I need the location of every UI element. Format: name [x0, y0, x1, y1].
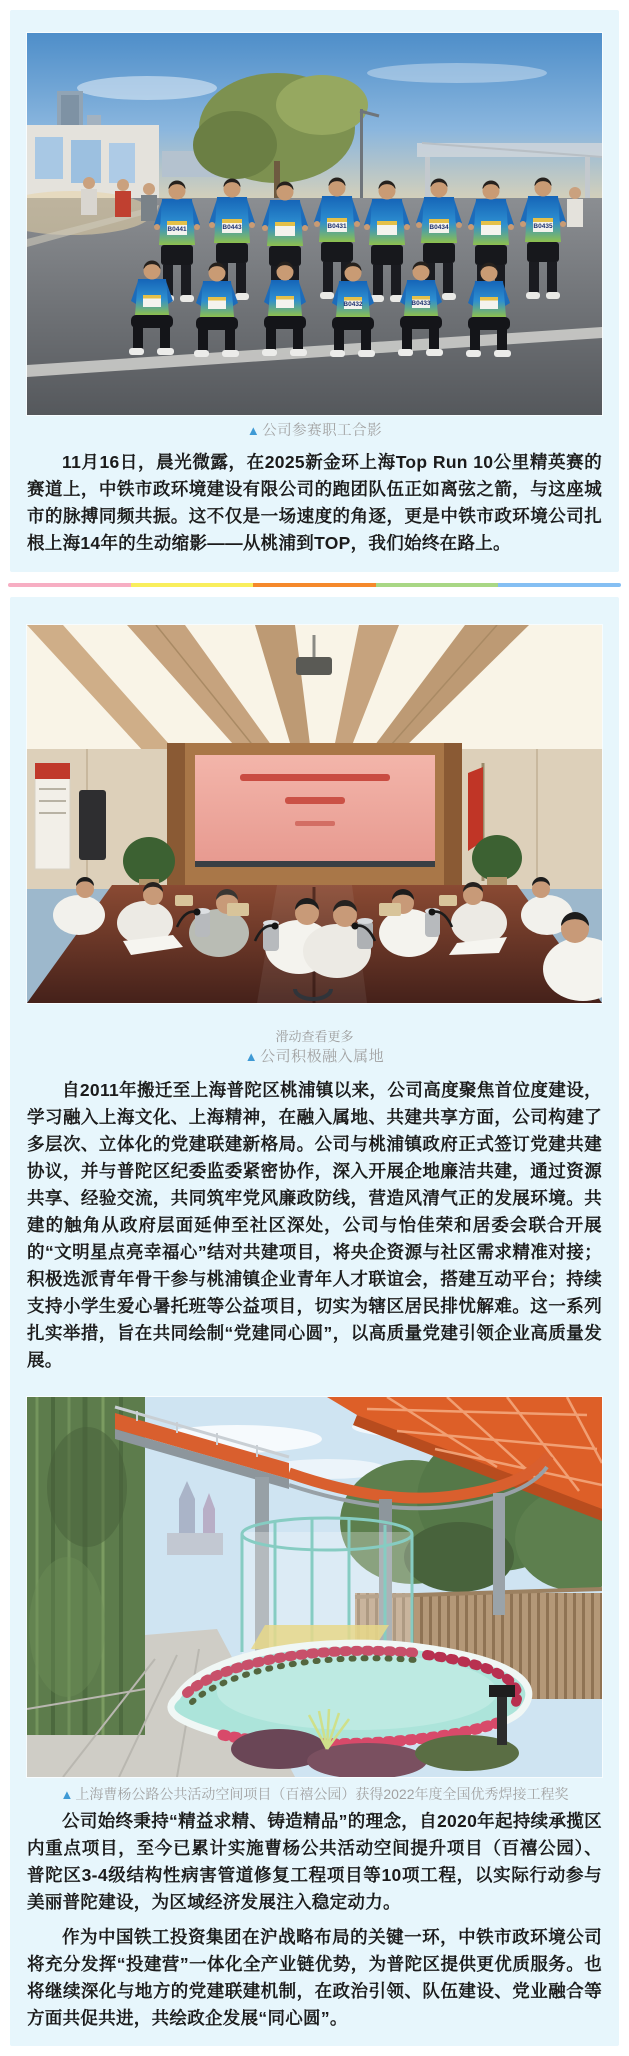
bib-number: B0433 — [411, 300, 431, 307]
divider-segment — [498, 583, 621, 587]
swipe-hint: 滑动查看更多 — [275, 1029, 354, 1044]
photo-caption-race — [27, 421, 602, 441]
photo-caption-meeting-text: 公司积极融入属地 — [260, 1048, 385, 1065]
divider-segment — [131, 583, 254, 587]
photo-caption-park — [27, 1784, 602, 1805]
divider-segment — [253, 583, 376, 587]
caption-triangle-icon: ▲ — [246, 423, 261, 438]
paragraph-projects: 公司始终秉持“精益求精、铸造精品”的理念，自2020年起持续承揽区内重点项目，至今已累计实施曹杨公共活动空间提升项目（百禧公园）、普陀区3-4级结构性病害管道修复工程项目等10项工程，以实际行动参与美丽普陀建设，为区域经济发展注入稳定动力。 — [27, 1811, 602, 1912]
article-page — [0, 10, 629, 2028]
divider-segment — [8, 583, 131, 587]
photo-caption-race-text: 公司参赛职工合影 — [262, 423, 383, 439]
photo-caption-park-text: 上海曹杨公路公共活动空间项目（百禧公园）获得2022年度全国优秀焊接工程奖 — [75, 1786, 569, 1802]
photo-caption-meeting — [27, 1047, 602, 1067]
bib-number: B0432 — [343, 301, 363, 308]
bib-number: B0443 — [222, 224, 242, 231]
meeting-photo-illustration — [27, 625, 602, 1003]
section-top-run — [10, 10, 619, 572]
caption-triangle-icon: ▲ — [244, 1049, 259, 1064]
section-divider — [8, 583, 621, 587]
bib-number: B0434 — [429, 224, 449, 231]
paragraph-outlook: 作为中国铁工投资集团在沪战略布局的关键一环，中铁市政环境公司将充分发挥“投建营”一体化全产业链优势，为普陀区提供更优质服务。也将继续深化与地方的党建联建机制，在政治引领、队伍建设、党业融合等方面共促共进，共绘政企发展“同心圆”。 — [27, 1927, 602, 2028]
bib-number: B0441 — [167, 226, 187, 233]
bib-number: B0431 — [327, 223, 347, 230]
meeting-photo-carousel[interactable] — [27, 625, 602, 1003]
race-photo-illustration — [27, 33, 602, 415]
park-photo-illustration — [27, 1397, 602, 1777]
divider-segment — [376, 583, 499, 587]
bib-number: B0435 — [533, 223, 553, 230]
caption-triangle-icon: ▲ — [60, 1787, 74, 1802]
paragraph-integration: 自2011年搬迁至上海普陀区桃浦镇以来，公司高度聚焦首位度建设，学习融入上海文化、上海精神，在融入属地、共建共享方面，公司构建了多层次、立体化的党建联建新格局。公司与桃浦镇政府正式签订党建共建协议，并与普陀区纪委监委紧密协作，深入开展企地廉洁共建，通过资源共享、经验交流，共同筑牢党风廉政防线，营造风清气正的发展环境。共建的触角从政府层面延伸至社区深处，公司与怡佳荣和居委会联合开展的“文明星点亮幸福心”结对共建项目，将央企资源与社区需求精准对接；积极选派青年骨干参与桃浦镇企业青年人才联谊会，搭建互动平台；持续支持小学生爱心暑托班等公益项目，切实为辖区居民排忧解难。这一系列扎实举措，旨在共同绘制“党建同心圆”，以高质量党建引领企业高质量发展。 — [27, 1080, 602, 1370]
paragraph-race: 11月16日，晨光微露，在2025新金环上海Top Run 10公里精英赛的赛道上，中铁市政环境建设有限公司的跑团队伍正如离弦之箭，与这座城市的脉搏同频共振。这不仅是一场速度的角逐，更是中铁市政环境公司扎根上海14年的生动缩影——从桃浦到TOP，我们始终在路上。 — [27, 452, 602, 553]
section-party-building — [10, 597, 619, 2046]
race-group-photo[interactable] — [27, 33, 602, 415]
park-photo[interactable] — [27, 1397, 602, 1777]
